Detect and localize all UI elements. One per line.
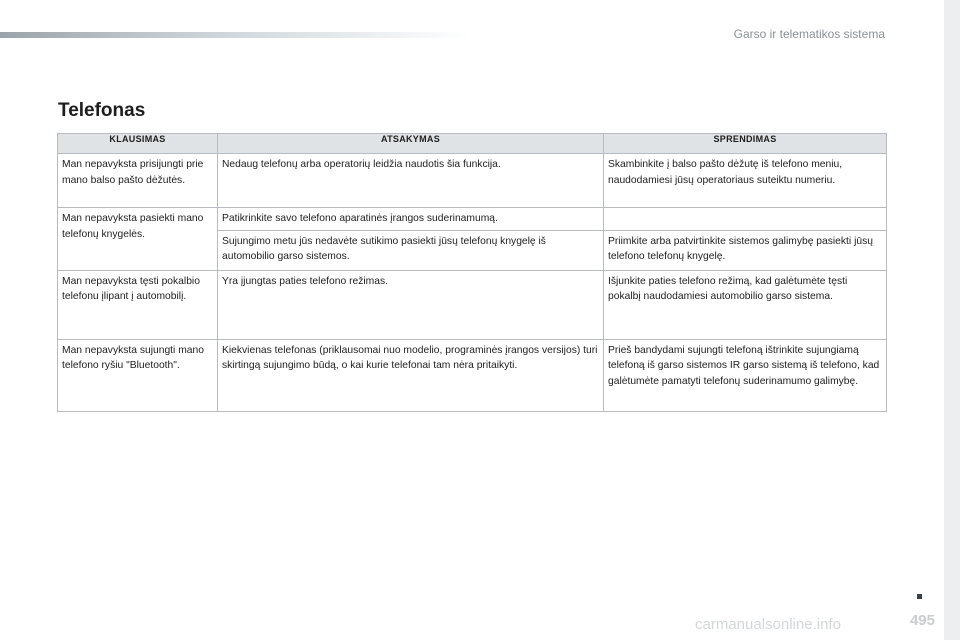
solution-cell: [604, 208, 887, 231]
header-gradient-bar: [0, 32, 470, 38]
page-title: Telefonas: [58, 100, 146, 121]
table-row: [58, 339, 887, 411]
faq-table: [57, 133, 887, 412]
solution-cell: Priimkite arba patvirtinkite sistemos galimybę pasiekti jūsų telefono telefonų knygelę.: [604, 230, 887, 270]
answer-cell: Patikrinkite savo telefono aparatinės įrangos suderinamumą.: [218, 208, 604, 231]
table-row: [58, 154, 887, 208]
table-row: [58, 270, 887, 339]
question-cell: Man nepavyksta sujungti mano telefono ryšiu "Bluetooth".: [58, 339, 218, 411]
column-header-question: KLAUSIMAS: [58, 134, 218, 154]
page-number: 495: [909, 612, 935, 629]
column-header-answer: ATSAKYMAS: [218, 134, 604, 154]
answer-cell: Nedaug telefonų arba operatorių leidžia naudotis šia funkcija.: [218, 154, 604, 208]
question-cell: Man nepavyksta pasiekti mano telefonų knygelės.: [58, 208, 218, 271]
section-header-title: Garso ir telematikos sistema: [733, 27, 885, 41]
answer-cell: Sujungimo metu jūs nedavėte sutikimo pasiekti jūsų telefonų knygelę iš automobilio garso sistemos.: [218, 230, 604, 270]
solution-cell: Skambinkite į balso pašto dėžutę iš telefono meniu, naudodamiesi jūsų operatoriaus suteiktu numeriu.: [604, 154, 887, 208]
answer-cell: Yra įjungtas paties telefono režimas.: [218, 270, 604, 339]
watermark-text: carmanualsonline.info: [695, 616, 841, 633]
page-side-strip: [944, 0, 960, 640]
column-header-solution: SPRENDIMAS: [604, 134, 887, 154]
page-marker: [917, 594, 922, 599]
solution-cell: Prieš bandydami sujungti telefoną ištrinkite sujungiamą telefoną iš garso sistemos IR garso sistemą iš telefono, kad galėtumėte pamatyti telefonų suderinamumo galimybę.: [604, 339, 887, 411]
solution-cell: Išjunkite paties telefono režimą, kad galėtumėte tęsti pokalbį naudodamiesi automobilio garso sistema.: [604, 270, 887, 339]
table-row: [58, 208, 887, 231]
answer-cell: Kiekvienas telefonas (priklausomai nuo modelio, programinės įrangos versijos) turi skirtingą sujungimo būdą, o kai kurie telefonai tam nėra pritaikyti.: [218, 339, 604, 411]
table-header-row: [58, 134, 887, 154]
question-cell: Man nepavyksta prisijungti prie mano balso pašto dėžutės.: [58, 154, 218, 208]
question-cell: Man nepavyksta tęsti pokalbio telefonu įlipant į automobilį.: [58, 270, 218, 339]
